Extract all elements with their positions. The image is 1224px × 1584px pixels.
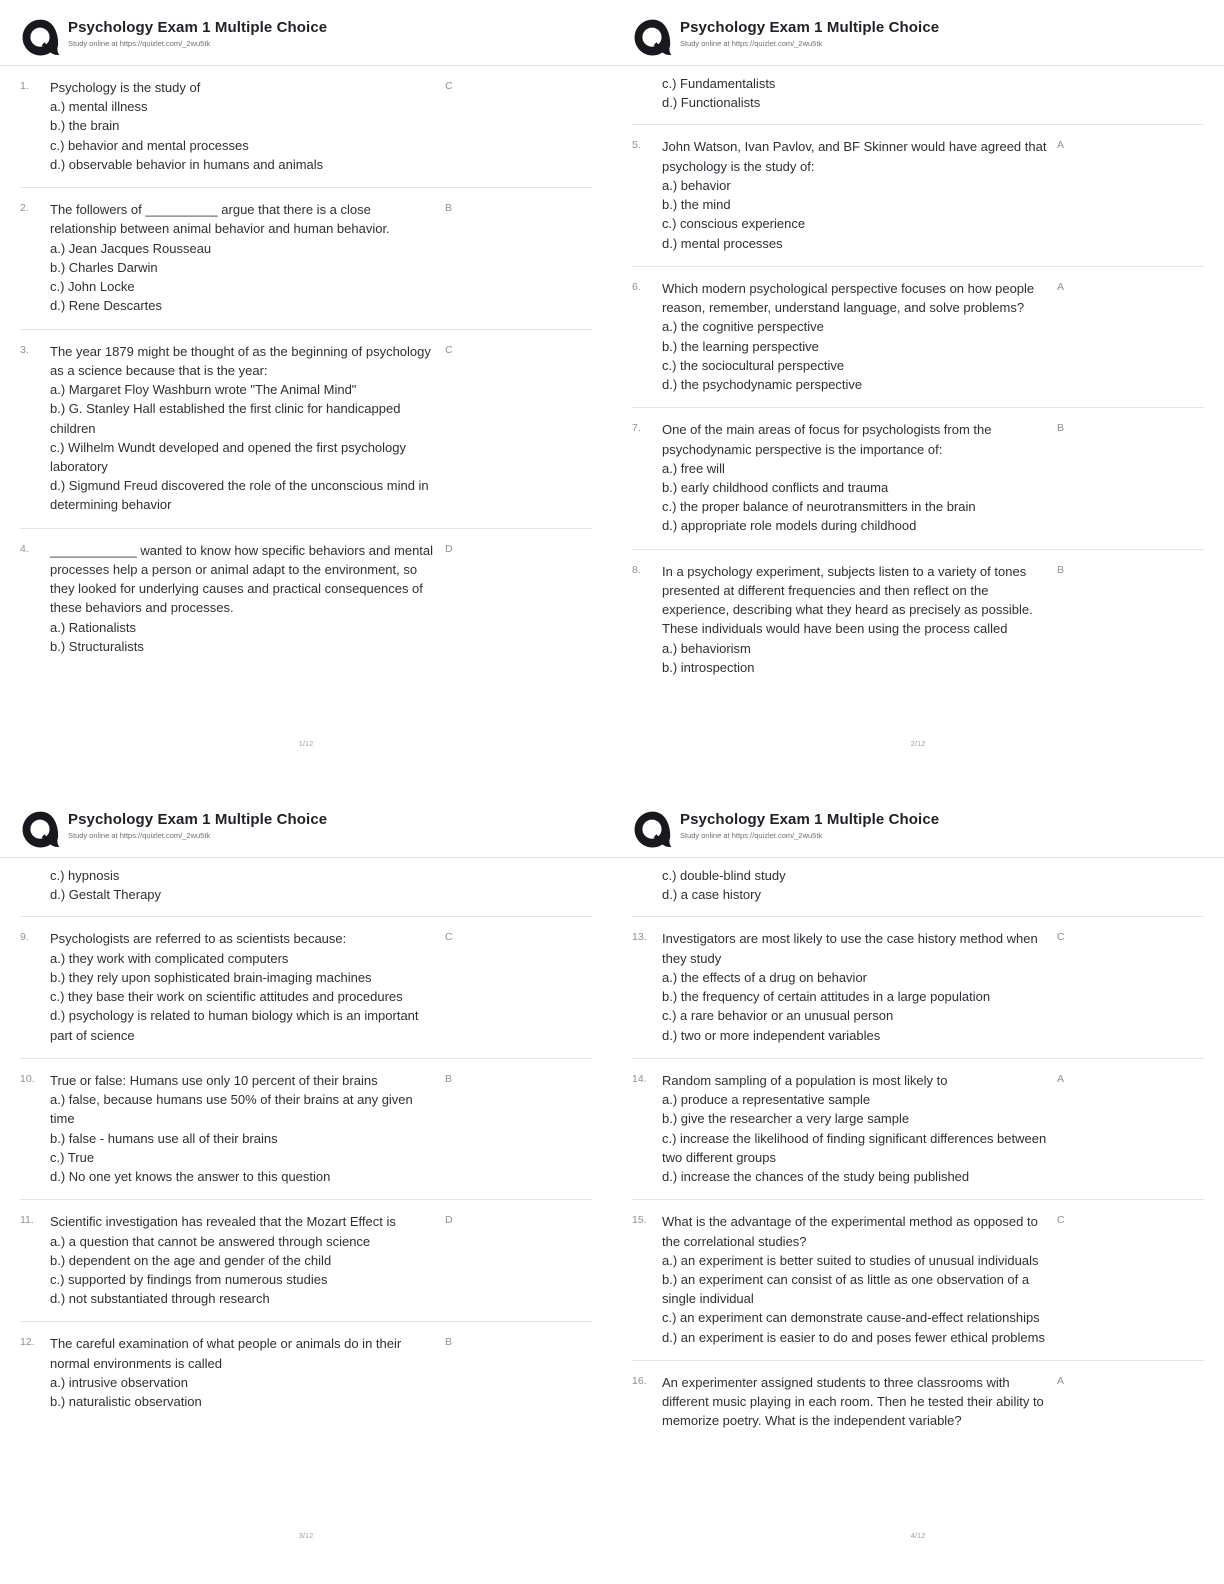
question-number: 13. [632,931,647,944]
question-option: b.) the learning perspective [662,338,819,354]
question-option: b.) the frequency of certain attitudes in a large population [662,989,991,1005]
question-number: 16. [632,1374,647,1387]
question-text: One of the main areas of focus for psychologists from the psychodynamic perspective is the importance of: [662,422,992,457]
question-option: a.) Jean Jacques Rousseau [50,240,212,256]
question-body [662,1212,1048,1347]
quizlet-q-logo-icon [20,17,61,58]
question-number: 4. [20,542,29,555]
question-option: c.) Wilhelm Wundt developed and opened the first psychology laboratory [50,439,407,474]
question-row [632,1361,1204,1444]
question-option: a.) behaviorism [662,640,751,656]
page-number: 4/12 [910,1531,926,1540]
question-body [50,541,436,656]
question-option: b.) Structuralists [50,638,144,654]
question-option: d.) No one yet knows the answer to this question [50,1169,331,1185]
answer-letter: A [1057,1374,1065,1387]
question-option: b.) an experiment can consist of as little as one observation of a single individual [662,1271,1030,1307]
question-number: 8. [632,563,641,576]
page-header [20,808,592,858]
question-option: a.) produce a representative sample [662,1092,871,1108]
quizlet-q-logo-icon [632,17,673,58]
answer-letter: C [1057,1214,1065,1227]
question-text: Psychologists are referred to as scientists because: [50,931,347,947]
continuation-options [662,74,1048,112]
page-subtitle: Study online at https://quizlet.com/_2wu5tk [680,831,823,840]
answer-letter: C [445,80,453,92]
exam-page [612,792,1224,1584]
question-option: b.) they rely upon sophisticated brain-imaging machines [50,969,372,985]
question-body [662,562,1048,677]
question-row [20,330,592,529]
continuation-row [632,66,1204,125]
question-number: 7. [632,422,641,435]
question-number: 1. [20,80,29,92]
answer-letter: D [445,542,453,555]
question-option: c.) hypnosis [50,868,120,883]
header-text [68,16,327,48]
page-subtitle: Study online at https://quizlet.com/_2wu5tk [68,831,211,840]
answer-letter: A [1057,280,1065,293]
question-row [632,408,1204,549]
question-list [632,858,1204,1444]
question-option: a.) intrusive observation [50,1374,189,1390]
question-option: b.) dependent on the age and gender of the child [50,1252,332,1268]
answer-letter: B [1057,563,1065,576]
page-header [632,16,1204,66]
question-option: b.) the brain [50,118,120,134]
question-text: An experimenter assigned students to three classrooms with different music playing in each room. Then he tested their ability to memorize poetry. What is the independent variable? [662,1374,1044,1429]
question-row [632,125,1204,266]
continuation-row [632,858,1204,917]
page-subtitle: Study online at https://quizlet.com/_2wu5tk [680,39,823,48]
question-option: b.) G. Stanley Hall established the first clinic for handicapped children [50,401,401,436]
question-option: c.) an experiment can demonstrate cause-and-effect relationships [662,1310,1040,1326]
question-option: a.) false, because humans use 50% of their brains at any given time [50,1092,413,1127]
question-option: c.) conscious experience [662,216,806,232]
page-number: 2/12 [910,739,926,748]
question-row [632,1200,1204,1361]
question-text: The year 1879 might be thought of as the beginning of psychology as a science because that is the year: [50,343,431,378]
question-body [50,1071,436,1186]
answer-letter: C [445,931,453,944]
question-option: b.) early childhood conflicts and trauma [662,479,889,495]
question-option: a.) the effects of a drug on behavior [662,969,868,985]
answer-letter: B [445,202,453,215]
page-title: Psychology Exam 1 Multiple Choice [68,19,328,36]
question-number: 11. [20,1214,34,1227]
question-body [50,78,436,174]
question-list [632,66,1204,690]
continuation-row [20,858,592,917]
question-option: b.) false - humans use all of their brains [50,1130,278,1146]
question-text: Random sampling of a population is most likely to [662,1072,948,1088]
question-number: 14. [632,1072,647,1085]
question-text: Which modern psychological perspective focuses on how people reason, remember, understand language, and solve problems? [662,280,1035,316]
page-subtitle: Study online at https://quizlet.com/_2wu5tk [68,39,211,48]
question-number: 10. [20,1072,35,1085]
question-option: a.) behavior [662,177,731,193]
question-option: a.) an experiment is better suited to studies of unusual individuals [662,1252,1039,1268]
question-number: 5. [632,139,641,152]
continuation-options [50,866,436,904]
question-option: a.) the cognitive perspective [662,319,824,335]
question-option: b.) Charles Darwin [50,259,158,275]
question-body [50,342,436,515]
question-option: d.) Rene Descartes [50,298,162,314]
question-option: c.) a rare behavior or an unusual person [662,1008,894,1024]
question-body [50,1334,436,1411]
question-option: d.) psychology is related to human biology which is an important part of science [50,1008,419,1043]
question-row [632,550,1204,690]
page-title: Psychology Exam 1 Multiple Choice [680,811,940,828]
question-option: a.) Margaret Floy Washburn wrote "The Animal Mind" [50,382,357,398]
question-option: c.) supported by findings from numerous studies [50,1271,328,1287]
question-body [662,1373,1048,1431]
question-option: d.) Sigmund Freud discovered the role of the unconscious mind in determining behavior [50,478,429,513]
question-text: True or false: Humans use only 10 percent of their brains [50,1072,378,1088]
question-text: John Watson, Ivan Pavlov, and BF Skinner would have agreed that psychology is the study of: [662,139,1047,174]
page-title: Psychology Exam 1 Multiple Choice [680,19,940,36]
page-number: 3/12 [298,1531,314,1540]
answer-letter: A [1057,139,1065,152]
question-list [20,858,592,1424]
answer-letter: D [445,1214,453,1227]
question-list [20,66,592,669]
question-row [632,267,1204,408]
question-option: c.) Fundamentalists [662,76,776,91]
question-row [20,66,592,188]
question-option: c.) True [50,1149,95,1165]
question-number: 6. [632,280,641,293]
question-body [662,929,1048,1044]
question-text: Scientific investigation has revealed that the Mozart Effect is [50,1214,396,1230]
question-option: d.) an experiment is easier to do and poses fewer ethical problems [662,1329,1045,1345]
question-option: d.) observable behavior in humans and animals [50,156,324,172]
question-option: d.) not substantiated through research [50,1291,270,1307]
question-option: c.) they base their work on scientific attitudes and procedures [50,989,403,1005]
question-row [20,1200,592,1322]
question-row [20,529,592,669]
question-option: d.) Functionalists [662,95,761,111]
answer-letter: C [1057,931,1065,944]
question-body [662,1071,1048,1186]
question-option: d.) two or more independent variables [662,1027,881,1043]
question-row [20,1059,592,1200]
exam-page [0,792,612,1584]
question-number: 2. [20,202,29,215]
question-text: Investigators are most likely to use the case history method when they study [662,931,1038,966]
question-option: c.) increase the likelihood of finding significant differences between two different groups [662,1130,1047,1165]
question-row [20,917,592,1058]
exam-page [0,0,612,792]
question-option: d.) mental processes [662,235,783,251]
question-row [20,1322,592,1424]
question-option: c.) the sociocultural perspective [662,357,845,373]
question-option: d.) a case history [662,887,761,903]
question-option: a.) a question that cannot be answered through science [50,1233,371,1249]
question-text: In a psychology experiment, subjects listen to a variety of tones presented at different frequencies and then reflect on the experience, describing what they heard as precisely as possible. These individuals would have been using the process called [662,563,1033,637]
question-option: d.) increase the chances of the study being published [662,1169,970,1185]
question-body [50,200,436,315]
page-header [20,16,592,66]
question-option: b.) the mind [662,197,731,213]
answer-letter: B [445,1072,453,1085]
quizlet-q-logo-icon [20,809,61,850]
question-row [20,188,592,329]
question-option: a.) they work with complicated computers [50,950,289,966]
question-row [632,1059,1204,1200]
question-option: d.) Gestalt Therapy [50,887,162,903]
question-option: b.) give the researcher a very large sample [662,1111,910,1127]
question-option: a.) mental illness [50,99,148,115]
question-option: d.) the psychodynamic perspective [662,377,863,393]
question-body [50,1212,436,1308]
page-header [632,808,1204,858]
answer-letter: B [1057,422,1065,435]
question-option: c.) John Locke [50,279,135,295]
answer-letter: B [445,1336,453,1349]
header-text [68,808,327,840]
header-text [680,16,939,48]
question-option: c.) behavior and mental processes [50,137,249,153]
question-option: c.) the proper balance of neurotransmitters in the brain [662,499,976,515]
question-option: b.) introspection [662,659,755,675]
question-number: 12. [20,1336,35,1349]
exam-page [612,0,1224,792]
header-text [680,808,939,840]
question-option: a.) Rationalists [50,619,136,635]
question-text: What is the advantage of the experimental method as opposed to the correlational studies? [662,1214,1038,1249]
question-option: b.) naturalistic observation [50,1394,202,1410]
page-title: Psychology Exam 1 Multiple Choice [68,811,328,828]
answer-letter: C [445,343,453,356]
question-text: The careful examination of what people or animals do in their normal environments is called [50,1336,402,1371]
quizlet-q-logo-icon [632,809,673,850]
question-text: ____________ wanted to know how specific behaviors and mental processes help a person or animal adapt to the environment, so they looked for underlying causes and practical consequences of these behaviors and processes. [50,542,434,616]
question-option: c.) double-blind study [662,868,786,883]
question-number: 15. [632,1214,647,1227]
question-number: 9. [20,931,29,944]
question-row [632,917,1204,1058]
question-option: a.) free will [662,460,725,476]
question-body [662,420,1048,535]
page-number: 1/12 [298,739,314,748]
continuation-options [662,866,1048,904]
question-text: Psychology is the study of [50,80,201,95]
answer-letter: A [1057,1072,1065,1085]
question-number: 3. [20,343,29,356]
question-text: The followers of __________ argue that there is a close relationship between animal behavior and human behavior. [50,202,390,237]
question-body [662,137,1048,252]
question-option: d.) appropriate role models during childhood [662,518,917,534]
question-body [50,929,436,1044]
question-body [662,279,1048,394]
